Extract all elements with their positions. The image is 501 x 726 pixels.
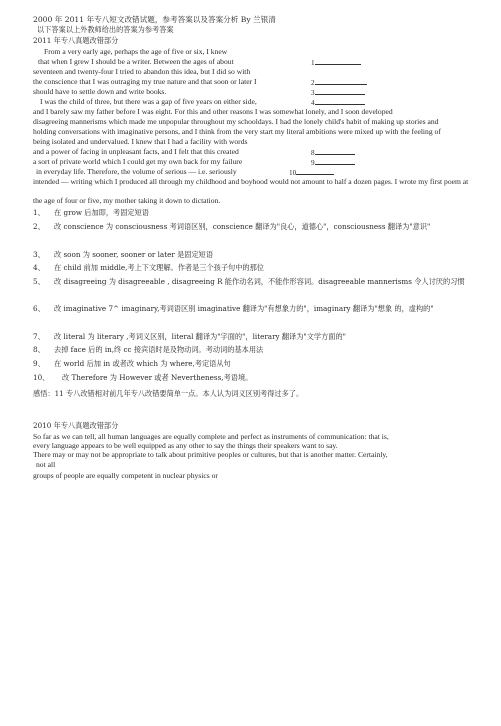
passage-line: every language appears to be well equipped as any other to say the things their speakers want to say. — [33, 441, 338, 450]
answer-num: 1、 — [33, 208, 45, 217]
blank-9: 9 — [311, 157, 355, 168]
answer-num: 6、 — [33, 304, 45, 313]
blank-3: 3 — [311, 87, 365, 98]
passage-line: seventeen and twenty-four I tried to abandon this idea, but I did so with — [33, 67, 251, 76]
passage-line: a sort of private world which I could get my own back for my failure — [33, 157, 243, 166]
answer-text: 改 disagreeing 为 disagreeable , disagreeing R 能作动名词，不能作形容词。disagreeable mannerisms 令人讨厌的习惯 — [54, 277, 465, 286]
answer-text: 在 child 前加 middle,考上下文理解。作者是三个孩子句中的那位 — [54, 263, 264, 272]
passage-line: being isolated and undervalued. I knew that I had a facility with words — [33, 137, 248, 146]
passage-line: in everyday life. Therefore, the volume of serious — i.e. seriously — [36, 167, 237, 176]
passage-line: There may or may not be appropriate to talk about primitive peoples or cultures, but that is another matter. Certainly, — [33, 450, 388, 459]
passage-line: should have to settle down and write books. — [33, 87, 167, 96]
answer-num: 2、 — [33, 222, 45, 231]
document-subtitle: 以下答案以上外教师给出的答案为参考答案 — [37, 25, 174, 34]
answer-num: 8、 — [33, 345, 45, 354]
passage-line: From a very early age, perhaps the age of five or six, I knew — [44, 47, 228, 56]
answer-text: 改 Therefore 为 However 或者 Nevertheness,考语境。 — [62, 373, 253, 382]
passage-line: not all — [36, 460, 56, 469]
blank-1: 1 — [311, 57, 361, 68]
answer-text: 改 conscience 为 consciousness 考词语区别，conscience 翻译为"良心，道德心"，consciousness 翻译为"意识" — [54, 222, 431, 231]
answer-num: 10、 — [33, 373, 50, 382]
answer-num: 5、 — [33, 277, 45, 286]
section-2011-note: 感悟：11 专八改错相对前几年专八改错要简单一点。本人认为词义区别考得过多了。 — [33, 389, 304, 398]
answer-text: 去掉 face 后的 in,终 cc 接宾语时是及物动词。考动词的基本用法 — [54, 345, 264, 354]
section-2011-heading: 2011 年专八真题改错部分 — [33, 36, 119, 45]
answer-num: 7、 — [33, 332, 45, 341]
answer-text: 改 imaginative 7^ imaginary,考词语区别 imaginative 翻译为"有想象力的"，imaginary 翻译为"想象 的，虚构的" — [54, 304, 434, 313]
passage-line: and I barely saw my father before I was eight. For this and other reasons I was somewhat lonely, and I soon developed — [33, 107, 393, 116]
passage-line: groups of people are equally competent in nuclear physics or — [33, 471, 218, 480]
answer-num: 3、 — [33, 250, 45, 259]
passage-line: I was the child of three, but there was a gap of five years on either side, — [40, 97, 257, 106]
passage-line: and a power of facing in unpleasant facts, and I felt that this created — [33, 147, 239, 156]
passage-line: that when I grew I should be a writer. Between the ages of about — [38, 57, 234, 66]
passage-line: the conscience that I was outraging my true nature and that soon or later I — [33, 77, 257, 86]
document-title: 2000 年 2011 年专八短文改错试题，参考答案以及答案分析 By 兰银清 — [33, 15, 276, 24]
answer-text: 改 literal 为 literary ,考词义区别，literal 翻译为"字面的"，literary 翻译为"文学方面的" — [54, 332, 346, 341]
answer-text: 在 grow 后加即，考固定短语 — [54, 208, 149, 217]
blank-10: 10 — [289, 167, 334, 178]
passage-line: disagreeing mannerisms which made me unpopular throughout my schooldays. I had the lonely child's habit of making up stories and — [33, 117, 439, 126]
passage-line: the age of four or five, my mother taking it down to dictation. — [33, 196, 221, 205]
passage-line: holding conversations with imaginative persons, and I think from the very start my literal ambitions were mixed up with the feeling of — [33, 127, 441, 136]
answer-num: 4、 — [33, 263, 45, 272]
section-2010-heading: 2010 年专八真题改错部分 — [33, 421, 119, 430]
answer-num: 9、 — [33, 359, 45, 368]
passage-line: So far as we can tell, all human languages are equally complete and perfect as instruments of communication: that is, — [33, 432, 389, 441]
blank-8: 8 — [311, 147, 355, 158]
answer-text: 在 world 后加 in 或者改 which 为 where,考定语从句 — [54, 359, 231, 368]
blank-4: 4 — [311, 97, 365, 108]
answer-text: 改 soon 为 sooner, sooner or later 是固定短语 — [54, 250, 214, 259]
passage-line: intended — writing which I produced all through my childhood and boyhood would not amount to half a dozen pages. I wrote my first poem at — [33, 177, 469, 186]
blank-2: 2 — [311, 77, 367, 88]
